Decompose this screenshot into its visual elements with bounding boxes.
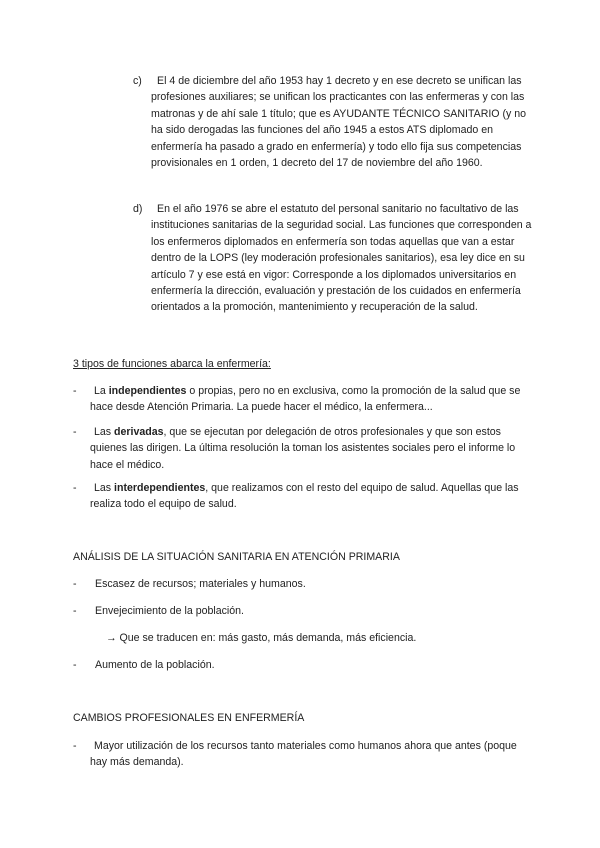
bullet-dash: - <box>73 385 77 397</box>
paragraph-c: El 4 de diciembre del año 1953 hay 1 decreto y en ese decreto se unifican las profesiones auxiliares; se unifican los practicantes con las enfermeras y con las matronas y de ahí sale 1 título; que es AYUDANTE TÉCNICO SANITARIO (y no ha sido derogadas las funciones del año 1945 a estos ATS diplomado en enfermería ha pasado a grado en enfermería) y todo ello fija sus competencias provisionales en 1 orden, 1 decreto del 17 de noviembre del año 1960. <box>151 75 527 170</box>
list-marker-c: c) <box>133 75 142 87</box>
analisis-item: Escasez de recursos; materiales y humanos. <box>95 578 306 590</box>
bullet-dash: - <box>73 740 77 752</box>
funcion-interdependientes: Las interdependientes, que realizamos con el resto del equipo de salud. Aquellas que las realiza todo el equipo de salud. <box>90 482 519 511</box>
bullet-dash: - <box>73 578 77 590</box>
funciones-heading: 3 tipos de funciones abarca la enfermería: <box>73 358 271 370</box>
bullet-dash: - <box>73 659 77 671</box>
cambios-item: Mayor utilización de los recursos tanto materiales como humanos ahora que antes (poque hay más demanda). <box>90 740 517 769</box>
term-independientes: independientes <box>108 385 187 397</box>
funcion-independientes: La independientes o propias, pero no en exclusiva, como la promoción de la salud que se hace desde Atención Primaria. La puede hacer el médico, la enfermera... <box>90 385 521 414</box>
arrow-note: → Que se traducen en: más gasto, más demanda, más eficiencia. <box>106 632 417 644</box>
bullet-dash: - <box>73 482 77 494</box>
funcion-derivadas: Las derivadas, que se ejecutan por delegación de otros profesionales y que son estos quienes las dirigen. La última resolución la toman los asistentes sociales pero el informe lo hace el médico. <box>90 426 516 471</box>
analisis-item: Envejecimiento de la población. <box>95 605 244 617</box>
cambios-heading: CAMBIOS PROFESIONALES EN ENFERMERÍA <box>73 712 305 724</box>
bullet-dash: - <box>73 426 77 438</box>
bullet-dash: - <box>73 605 77 617</box>
term-derivadas: derivadas <box>114 426 164 438</box>
analisis-item: Aumento de la población. <box>95 659 215 671</box>
list-marker-d: d) <box>133 203 143 215</box>
analisis-heading: ANÁLISIS DE LA SITUACIÓN SANITARIA EN ATENCIÓN PRIMARIA <box>73 551 400 563</box>
paragraph-d: En el año 1976 se abre el estatuto del personal sanitario no facultativo de las instituciones sanitarias de la seguridad social. Las funciones que corresponden a los enfermeros diplomados en enfermería son todas aquellas que van a estar dentro de la LOPS (ley moderación profesionales sanitarios), esa ley dice en su artículo 7 y ese está en vigor: Corresponde a los diplomados universitarios en enfermería la dirección, evaluación y prestación de los cuidados en enfermería orientados a la promoción, mantenimiento y recuperación de la salud. <box>151 203 532 314</box>
term-interdependientes: interdependientes <box>114 482 206 494</box>
